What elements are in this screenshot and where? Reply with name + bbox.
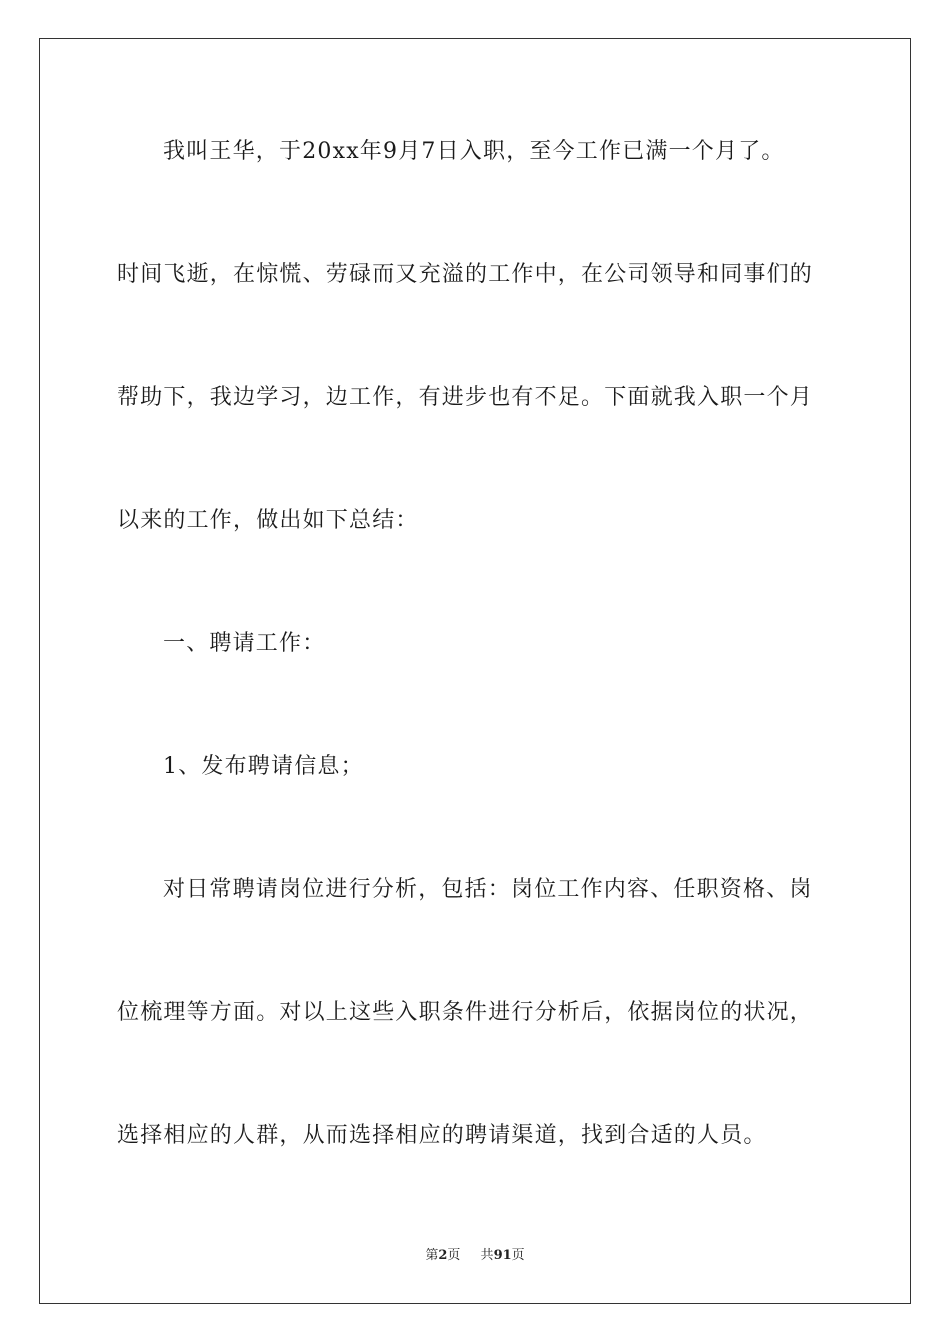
page-border	[39, 38, 911, 1304]
paragraph-line-3: 帮助下，我边学习，边工作，有进步也有不足。下面就我入职一个月	[117, 385, 814, 410]
paragraph-line-7: 对日常聘请岗位进行分析，包括：岗位工作内容、任职资格、岗	[163, 877, 813, 902]
paragraph-line-8: 位梳理等方面。对以上这些入职条件进行分析后，依据岗位的状况，	[117, 1000, 814, 1025]
page-footer	[0, 1247, 950, 1265]
subsection-heading: 1、发布聘请信息；	[163, 754, 364, 779]
total-pages-indicator: 共91页	[480, 1248, 525, 1263]
paragraph-line-2: 时间飞逝，在惊慌、劳碌而又充溢的工作中，在公司领导和同事们的	[117, 262, 814, 287]
paragraph-line-1: 我叫王华，于20xx年9月7日入职，至今工作已满一个月了。	[163, 139, 785, 164]
paragraph-line-4: 以来的工作，做出如下总结：	[117, 508, 419, 533]
section-heading: 一、聘请工作：	[163, 631, 326, 656]
current-page-indicator: 第2页	[425, 1248, 461, 1263]
paragraph-line-9: 选择相应的人群，从而选择相应的聘请渠道，找到合适的人员。	[117, 1123, 767, 1148]
